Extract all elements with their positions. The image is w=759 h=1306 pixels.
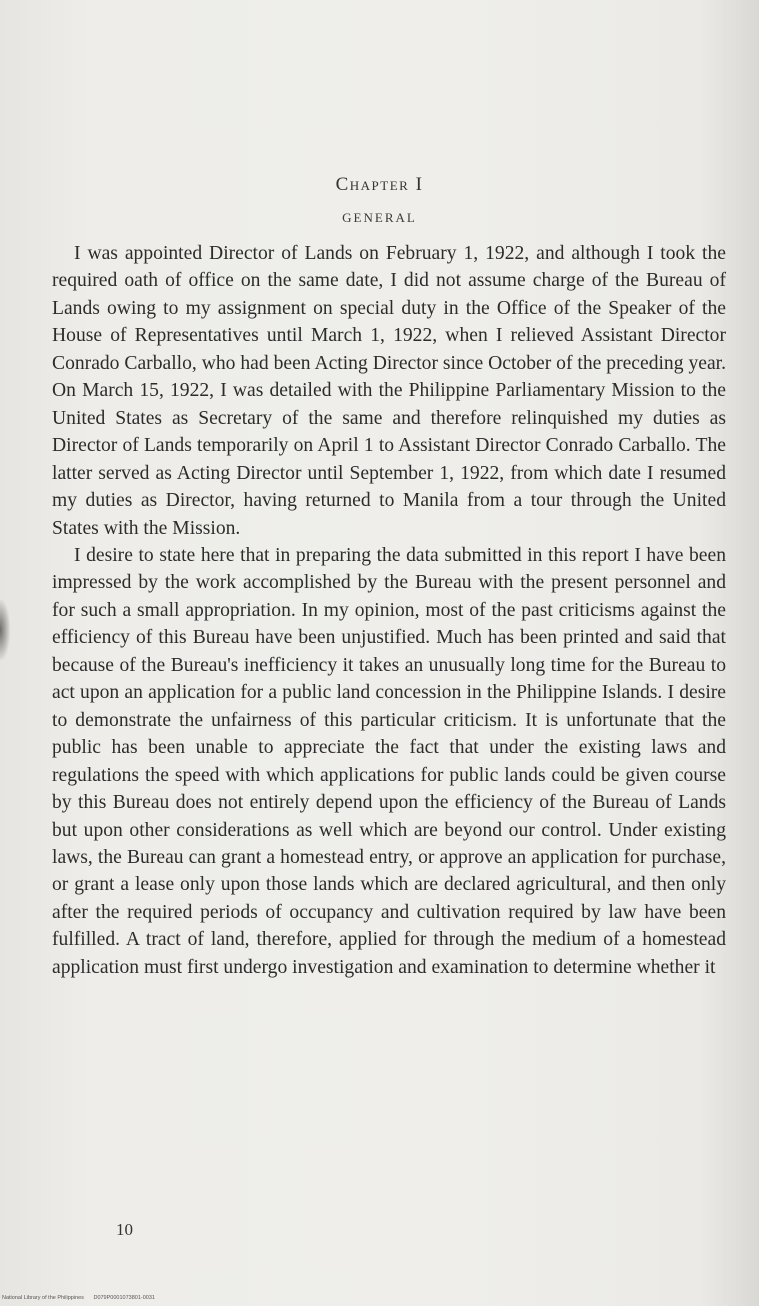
body-text xyxy=(52,240,726,981)
paragraph-1: I was appointed Director of Lands on February 1, 1922, and although I took the required oath of office on the same date, I did not assume charge of the Bureau of Lands owing to my assignment on special duty in the Office of the Speaker of the House of Representatives until March 1, 1922, when I relieved Assistant Director Conrado Carballo, who had been Acting Director since October of the preceding year. On March 15, 1922, I was detailed with the Philippine Parliamentary Mission to the United States as Secretary of the same and therefore relinquished my duties as Director of Lands temporarily on April 1 to Assistant Director Conrado Carballo. The latter served as Acting Director until September 1, 1922, from which date I resumed my duties as Director, having returned to Manila from a tour through the United States with the Mission. xyxy=(52,243,726,539)
footer-library: National Library of the Philippines xyxy=(2,1295,84,1301)
footer-code: D079P0001073801-0031 xyxy=(93,1295,155,1301)
paragraph-2: I desire to state here that in preparing the data submitted in this report I have been impressed by the work accomplished by the Bureau with the present personnel and for such a small appropriation. In my opinion, most of the past criticisms against the efficiency of this Bureau have been unjustified. Much has been printed and said that because of the Bureau's inefficiency it takes an unusually long time for the Bureau to act upon an application for a public land concession in the Philippine Islands. I desire to demonstrate the unfairness of this particular criticism. It is unfortunate that the public has been unable to appreciate the fact that under the existing laws and regulations the speed with which applications for public lands could be given course by this Bureau does not entirely depend upon the efficiency of the Bureau of Lands but upon other considerations as well which are beyond our control. Under existing laws, the Bureau can grant a homestead entry, or approve an application for purchase, or grant a lease only upon those lands which are declared agricultural, and then only after the required periods of occupancy and cultivation required by law have been fulfilled. A tract of land, therefore, applied for through the medium of a homestead application must first undergo investigation and examination to determine whether it xyxy=(52,544,726,978)
page-number: 10 xyxy=(116,1220,133,1239)
footer-credit xyxy=(2,1295,163,1301)
chapter-title: Chapter I xyxy=(335,174,424,195)
binding-shadow xyxy=(0,600,10,660)
section-title: GENERAL xyxy=(342,210,417,225)
